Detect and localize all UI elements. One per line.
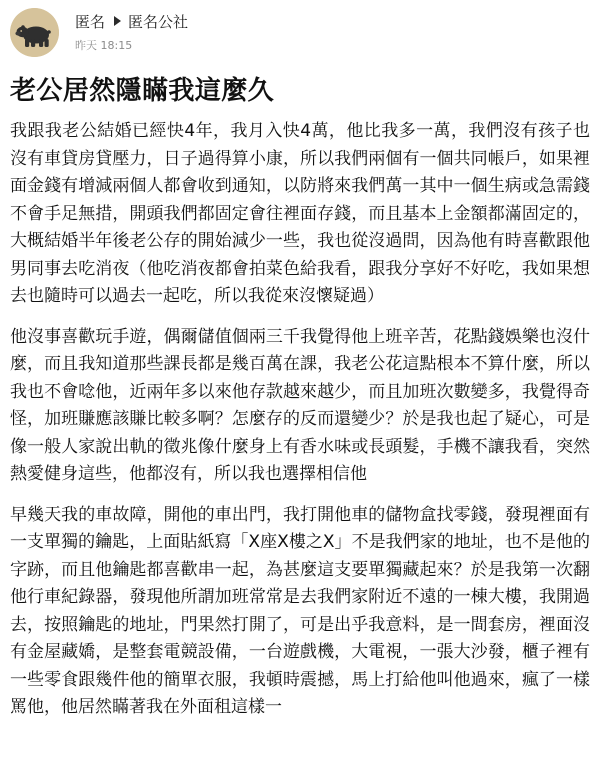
post-body (10, 118, 590, 735)
post-paragraph: 他沒事喜歡玩手遊，偶爾儲值個兩三千我覺得他上班辛苦，花點錢娛樂也沒什麼，而且我知道那些課長都是幾百萬在課，我老公花這點根本不算什麼，所以我也不會唸他，近兩年多以來他存款越來越少，而且加班次數變多，我覺得奇怪，加班賺應該賺比較多啊？怎麼存的反而還變少？於是我也起了疑心，可是像一般人家說出軌的徵兆像什麼身上有香水味或長頭髮，手機不讓我看，突然熱愛健身這些，他都沒有，所以我也選擇相信他 (10, 326, 590, 484)
author-name[interactable]: 匿名 (75, 12, 106, 31)
board-link[interactable]: 匿名公社 (128, 12, 189, 31)
post-title: 老公居然隱瞞我這麼久 (10, 76, 275, 106)
avatar[interactable] (10, 8, 59, 57)
post-timestamp: 昨天 18:15 (75, 39, 133, 52)
post-paragraph: 早幾天我的車故障，開他的車出門，我打開他車的儲物盒找零錢，發現裡面有一支單獨的鑰匙，上面貼紙寫「X座X樓之X」不是我們家的地址，也不是他的字跡，而且他鑰匙都喜歡串一起，為甚麼這支要單獨藏起來？於是我第一次翻他行車紀錄器，發現他所謂加班常常是去我們家附近不遠的一棟大樓，我開過去，按照鑰匙的地址，門果然打開了，可是出乎我意料，是一間套房，裡面沒有金屋藏嬌，是整套電競設備，一台遊戲機，大電視，一張大沙發，櫃子裡有一些零食跟幾件他的簡單衣服，我頓時震撼，馬上打給他叫他過來，瘋了一樣罵他，他居然瞞著我在外面租這樣一 (10, 504, 590, 717)
post-header (10, 8, 590, 58)
triangle-right-icon (114, 16, 121, 26)
bear-icon (10, 8, 59, 57)
breadcrumb (75, 10, 188, 32)
post-meta (75, 10, 188, 53)
post-paragraph: 我跟我老公結婚已經快4年，我月入快4萬，他比我多一萬，我們沒有孩子也沒有車貸房貸壓力，日子過得算小康，所以我們兩個有一個共同帳戶，如果裡面金錢有增減兩個人都會收到通知，以防將來我們萬一其中一個生病或急需錢不會手足無措，開頭我們都固定會往裡面存錢，而且基本上金額都滿固定的，大概結婚半年後老公存的開始減少一些，我也從沒過問，因為他有時喜歡跟他男同事去吃消夜（他吃消夜都會拍菜色給我看，跟我分享好不好吃，我如果想去也隨時可以過去一起吃，所以我從來沒懷疑過） (10, 121, 590, 306)
